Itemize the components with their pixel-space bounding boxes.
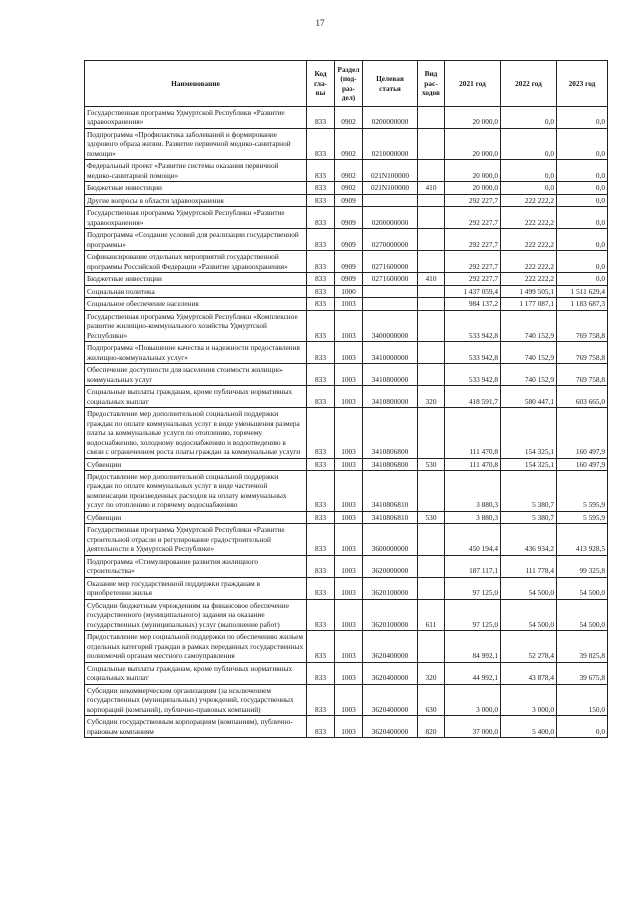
row-target: 3620400000 — [363, 662, 418, 684]
row-target: 0271600000 — [363, 273, 418, 285]
row-2022: 0,0 — [501, 160, 557, 182]
row-target: 3620400000 — [363, 716, 418, 738]
row-2023: 160 497,9 — [557, 408, 608, 458]
row-kind — [418, 408, 445, 458]
row-2021: 292 227,7 — [445, 273, 501, 285]
row-kind — [418, 577, 445, 599]
row-code: 833 — [307, 408, 335, 458]
row-code: 833 — [307, 194, 335, 206]
row-code: 833 — [307, 577, 335, 599]
row-kind: 320 — [418, 386, 445, 408]
row-kind — [418, 107, 445, 129]
row-code: 833 — [307, 631, 335, 662]
row-code: 833 — [307, 684, 335, 715]
row-code: 833 — [307, 107, 335, 129]
row-section: 1003 — [335, 555, 363, 577]
header-target: Целевая статья — [363, 61, 418, 107]
row-code: 833 — [307, 511, 335, 523]
row-2021: 1 437 059,4 — [445, 285, 501, 297]
row-section: 0909 — [335, 229, 363, 251]
row-2021: 20 000,0 — [445, 160, 501, 182]
row-2022: 0,0 — [501, 107, 557, 129]
row-name: Федеральный проект «Развитие системы оказания первичной медико-санитарной помощи» — [85, 160, 307, 182]
row-2022: 580 447,1 — [501, 386, 557, 408]
header-2021: 2021 год — [445, 61, 501, 107]
row-target: 3410806810 — [363, 470, 418, 511]
row-2022: 5 380,7 — [501, 470, 557, 511]
table-row — [85, 160, 608, 182]
row-kind — [418, 128, 445, 159]
row-kind: 530 — [418, 511, 445, 523]
row-2022: 222 222,2 — [501, 251, 557, 273]
row-code: 833 — [307, 342, 335, 364]
table-row — [85, 684, 608, 715]
row-2023: 99 325,8 — [557, 555, 608, 577]
row-2021: 533 942,8 — [445, 364, 501, 386]
row-kind — [418, 364, 445, 386]
table-row — [85, 182, 608, 194]
row-name: Социальная политика — [85, 285, 307, 297]
row-name: Государственная программа Удмуртской Республики «Развитие строительной отрасли и регулирование градостроительной деятельности в Удмуртской Республике» — [85, 524, 307, 555]
row-target: 3620000000 — [363, 555, 418, 577]
row-2022: 222 222,2 — [501, 229, 557, 251]
row-kind — [418, 298, 445, 310]
table-header-row — [85, 61, 608, 107]
row-2023: 160 497,9 — [557, 458, 608, 470]
row-name: Государственная программа Удмуртской Республики «Комплексное развитие жилищно-коммунального хозяйства Удмуртской Республики» — [85, 310, 307, 341]
table-row — [85, 524, 608, 555]
row-2023: 0,0 — [557, 128, 608, 159]
row-2022: 740 152,9 — [501, 364, 557, 386]
row-section: 0909 — [335, 273, 363, 285]
row-target: 3410800000 — [363, 364, 418, 386]
row-2023: 769 758,8 — [557, 342, 608, 364]
row-code: 833 — [307, 128, 335, 159]
row-section: 0902 — [335, 107, 363, 129]
row-code: 833 — [307, 251, 335, 273]
row-2022: 54 500,0 — [501, 577, 557, 599]
row-name: Субсидии государственным корпорациям (компаниям), публично-правовым компаниям — [85, 716, 307, 738]
header-name: Наименование — [85, 61, 307, 107]
row-target: 3410806800 — [363, 408, 418, 458]
row-code: 833 — [307, 662, 335, 684]
row-2023: 0,0 — [557, 160, 608, 182]
table-row — [85, 194, 608, 206]
row-name: Предоставление мер социальной поддержки по обеспечению жильем отдельных категорий граждан в рамках переданных государственных полномочий органам местного самоуправления — [85, 631, 307, 662]
table-row — [85, 511, 608, 523]
row-2023: 54 500,0 — [557, 577, 608, 599]
row-target: 3600000000 — [363, 524, 418, 555]
table-row — [85, 386, 608, 408]
row-code: 833 — [307, 229, 335, 251]
row-section: 0909 — [335, 251, 363, 273]
row-2023: 0,0 — [557, 716, 608, 738]
row-2022: 154 325,1 — [501, 408, 557, 458]
row-name: Субсидии бюджетным учреждениям на финансовое обеспечение государственного (муниципального) задания на оказание государственных (муниципальных) услуг (выполнение работ) — [85, 599, 307, 630]
row-section: 0902 — [335, 128, 363, 159]
row-2023: 0,0 — [557, 207, 608, 229]
row-code: 833 — [307, 599, 335, 630]
table-row — [85, 107, 608, 129]
row-2023: 0,0 — [557, 229, 608, 251]
table-row — [85, 662, 608, 684]
row-kind — [418, 342, 445, 364]
row-code: 833 — [307, 716, 335, 738]
row-section: 0902 — [335, 182, 363, 194]
table-row — [85, 251, 608, 273]
row-kind — [418, 524, 445, 555]
row-code: 833 — [307, 285, 335, 297]
row-name: Другие вопросы в области здравоохранения — [85, 194, 307, 206]
row-name: Социальное обеспечение населения — [85, 298, 307, 310]
row-2023: 0,0 — [557, 107, 608, 129]
row-code: 833 — [307, 207, 335, 229]
row-2023: 0,0 — [557, 273, 608, 285]
row-2022: 111 778,4 — [501, 555, 557, 577]
table-row — [85, 599, 608, 630]
row-target: 021N100000 — [363, 160, 418, 182]
row-section: 1003 — [335, 458, 363, 470]
row-kind — [418, 251, 445, 273]
row-kind: 320 — [418, 662, 445, 684]
table-row — [85, 128, 608, 159]
row-target: 0210000000 — [363, 128, 418, 159]
row-code: 833 — [307, 160, 335, 182]
row-target: 3620400000 — [363, 631, 418, 662]
row-target — [363, 285, 418, 297]
header-2023: 2023 год — [557, 61, 608, 107]
row-2021: 111 470,8 — [445, 408, 501, 458]
row-name: Софинансирование отдельных мероприятий государственной программы Российской Федерации «Развитие здравоохранения» — [85, 251, 307, 273]
row-2021: 111 470,8 — [445, 458, 501, 470]
row-2021: 533 942,8 — [445, 310, 501, 341]
row-kind — [418, 194, 445, 206]
row-2021: 97 125,0 — [445, 599, 501, 630]
row-section: 1003 — [335, 408, 363, 458]
row-2023: 5 595,9 — [557, 511, 608, 523]
table-row — [85, 716, 608, 738]
row-target: 0200000000 — [363, 107, 418, 129]
row-target: 3410000000 — [363, 342, 418, 364]
table-row — [85, 408, 608, 458]
row-2022: 0,0 — [501, 128, 557, 159]
row-2022: 43 878,4 — [501, 662, 557, 684]
row-target: 0270000000 — [363, 229, 418, 251]
row-section: 1003 — [335, 599, 363, 630]
row-2023: 0,0 — [557, 182, 608, 194]
table-row — [85, 207, 608, 229]
row-2021: 20 000,0 — [445, 107, 501, 129]
row-2021: 533 942,8 — [445, 342, 501, 364]
row-kind — [418, 470, 445, 511]
row-code: 833 — [307, 555, 335, 577]
row-target: 3410806800 — [363, 458, 418, 470]
row-2021: 292 227,7 — [445, 229, 501, 251]
row-2022: 1 499 505,1 — [501, 285, 557, 297]
row-2023: 603 665,0 — [557, 386, 608, 408]
row-2023: 0,0 — [557, 251, 608, 273]
page-number: 17 — [315, 18, 325, 28]
row-2021: 3 000,0 — [445, 684, 501, 715]
row-target: 021N100000 — [363, 182, 418, 194]
row-2022: 5 380,7 — [501, 511, 557, 523]
row-name: Субвенции — [85, 511, 307, 523]
row-target — [363, 194, 418, 206]
row-target: 3620100000 — [363, 599, 418, 630]
row-2023: 1 511 629,4 — [557, 285, 608, 297]
row-2021: 292 227,7 — [445, 251, 501, 273]
row-2023: 1 183 687,3 — [557, 298, 608, 310]
row-2022: 436 934,2 — [501, 524, 557, 555]
row-code: 833 — [307, 298, 335, 310]
row-2022: 54 500,0 — [501, 599, 557, 630]
row-2021: 292 227,7 — [445, 207, 501, 229]
table-row — [85, 229, 608, 251]
row-2022: 222 222,2 — [501, 273, 557, 285]
row-section: 1003 — [335, 631, 363, 662]
row-name: Государственная программа Удмуртской Республики «Развитие здравоохранения» — [85, 207, 307, 229]
row-section: 1003 — [335, 386, 363, 408]
row-2022: 740 152,9 — [501, 342, 557, 364]
row-name: Оказание мер государственной поддержки гражданам в приобретении жилья — [85, 577, 307, 599]
table-row — [85, 298, 608, 310]
budget-table — [84, 60, 608, 738]
row-code: 833 — [307, 386, 335, 408]
row-2021: 418 591,7 — [445, 386, 501, 408]
row-name: Подпрограмма «Стимулирование развития жилищного строительства» — [85, 555, 307, 577]
table-row — [85, 273, 608, 285]
row-2021: 3 880,3 — [445, 470, 501, 511]
table-row — [85, 470, 608, 511]
row-2022: 3 000,0 — [501, 684, 557, 715]
header-2022: 2022 год — [501, 61, 557, 107]
row-section: 1003 — [335, 310, 363, 341]
row-section: 0909 — [335, 194, 363, 206]
row-2021: 292 227,7 — [445, 194, 501, 206]
table-row — [85, 458, 608, 470]
row-2023: 54 500,0 — [557, 599, 608, 630]
row-2023: 0,0 — [557, 194, 608, 206]
row-section: 1003 — [335, 298, 363, 310]
row-2022: 0,0 — [501, 182, 557, 194]
row-section: 1003 — [335, 364, 363, 386]
header-section: Раздел (под- раз- дел) — [335, 61, 363, 107]
row-code: 833 — [307, 182, 335, 194]
row-name: Бюджетные инвестиции — [85, 273, 307, 285]
row-code: 833 — [307, 524, 335, 555]
row-2021: 97 125,0 — [445, 577, 501, 599]
row-section: 1003 — [335, 511, 363, 523]
row-code: 833 — [307, 310, 335, 341]
row-code: 833 — [307, 458, 335, 470]
row-2023: 39 825,8 — [557, 631, 608, 662]
table-row — [85, 285, 608, 297]
row-2021: 37 000,0 — [445, 716, 501, 738]
row-section: 1003 — [335, 342, 363, 364]
row-2022: 154 325,1 — [501, 458, 557, 470]
row-2021: 44 992,1 — [445, 662, 501, 684]
row-target: 3410806810 — [363, 511, 418, 523]
row-2021: 20 000,0 — [445, 182, 501, 194]
row-2023: 769 758,8 — [557, 364, 608, 386]
row-target — [363, 298, 418, 310]
row-2021: 984 137,2 — [445, 298, 501, 310]
row-code: 833 — [307, 273, 335, 285]
row-2022: 1 177 087,1 — [501, 298, 557, 310]
row-name: Обеспечение доступности для населения стоимости жилищно-коммунальных услуг — [85, 364, 307, 386]
row-name: Субсидии некоммерческим организациям (за исключением государственных (муниципальных) учреждений, государственных корпораций (компаний), публично-правовых компаний) — [85, 684, 307, 715]
table-row — [85, 555, 608, 577]
row-2021: 450 194,4 — [445, 524, 501, 555]
row-kind — [418, 285, 445, 297]
row-section: 0902 — [335, 160, 363, 182]
row-section: 1003 — [335, 577, 363, 599]
row-kind: 611 — [418, 599, 445, 630]
row-2023: 413 928,5 — [557, 524, 608, 555]
row-2021: 3 880,3 — [445, 511, 501, 523]
row-name: Государственная программа Удмуртской Республики «Развитие здравоохранения» — [85, 107, 307, 129]
header-code: Код гла- вы — [307, 61, 335, 107]
row-target: 0271600000 — [363, 251, 418, 273]
row-code: 833 — [307, 364, 335, 386]
row-2022: 222 222,2 — [501, 194, 557, 206]
row-section: 1003 — [335, 662, 363, 684]
table-row — [85, 310, 608, 341]
row-2021: 20 000,0 — [445, 128, 501, 159]
row-name: Подпрограмма «Повышение качества и надежности предоставления жилищно-коммунальных услуг» — [85, 342, 307, 364]
row-section: 0909 — [335, 207, 363, 229]
row-target: 3400000000 — [363, 310, 418, 341]
row-kind — [418, 207, 445, 229]
row-2022: 52 278,4 — [501, 631, 557, 662]
row-name: Субвенции — [85, 458, 307, 470]
row-name: Бюджетные инвестиции — [85, 182, 307, 194]
row-target: 0200000000 — [363, 207, 418, 229]
row-kind — [418, 229, 445, 251]
row-target: 3620400000 — [363, 684, 418, 715]
row-kind — [418, 555, 445, 577]
row-section: 1003 — [335, 524, 363, 555]
row-kind: 630 — [418, 684, 445, 715]
row-section: 1003 — [335, 684, 363, 715]
row-kind — [418, 631, 445, 662]
row-2022: 222 222,2 — [501, 207, 557, 229]
table-row — [85, 364, 608, 386]
row-2022: 5 400,0 — [501, 716, 557, 738]
row-name: Подпрограмма «Создание условий для реализации государственной программы» — [85, 229, 307, 251]
row-name: Социальные выплаты гражданам, кроме публичных нормативных социальных выплат — [85, 386, 307, 408]
header-kind: Вид рас- ходов — [418, 61, 445, 107]
table-row — [85, 631, 608, 662]
row-2023: 39 675,8 — [557, 662, 608, 684]
row-name: Предоставление мер дополнительной социальной поддержки граждан по оплате коммунальных услуг в виде частичной компенсации произведенных расходов на оплату коммунальных услуг по отоплению и горячему водоснабжению — [85, 470, 307, 511]
row-2022: 740 152,9 — [501, 310, 557, 341]
row-section: 1003 — [335, 716, 363, 738]
row-code: 833 — [307, 470, 335, 511]
row-kind — [418, 160, 445, 182]
row-target: 3410800000 — [363, 386, 418, 408]
row-section: 1003 — [335, 470, 363, 511]
row-kind: 410 — [418, 182, 445, 194]
row-kind — [418, 310, 445, 341]
row-kind: 410 — [418, 273, 445, 285]
row-2023: 769 758,8 — [557, 310, 608, 341]
row-target: 3620100000 — [363, 577, 418, 599]
row-2023: 5 595,9 — [557, 470, 608, 511]
row-kind: 820 — [418, 716, 445, 738]
row-name: Предоставление мер дополнительной социальной поддержки граждан по оплате коммунальных услуг в виде уменьшения размера платы за коммунальные услуги по отоплению, горячему водоснабжению, холодному водоснабжению и водоотведению в связи с ограничением роста платы граждан за коммунальные услуги — [85, 408, 307, 458]
row-kind: 530 — [418, 458, 445, 470]
row-2021: 187 117,1 — [445, 555, 501, 577]
table-row — [85, 342, 608, 364]
row-name: Подпрограмма «Профилактика заболеваний и формирование здорового образа жизни. Развитие первичной медико-санитарной помощи» — [85, 128, 307, 159]
row-section: 1000 — [335, 285, 363, 297]
table-row — [85, 577, 608, 599]
row-2021: 84 992,1 — [445, 631, 501, 662]
row-name: Социальные выплаты гражданам, кроме публичных нормативных социальных выплат — [85, 662, 307, 684]
row-2023: 150,0 — [557, 684, 608, 715]
